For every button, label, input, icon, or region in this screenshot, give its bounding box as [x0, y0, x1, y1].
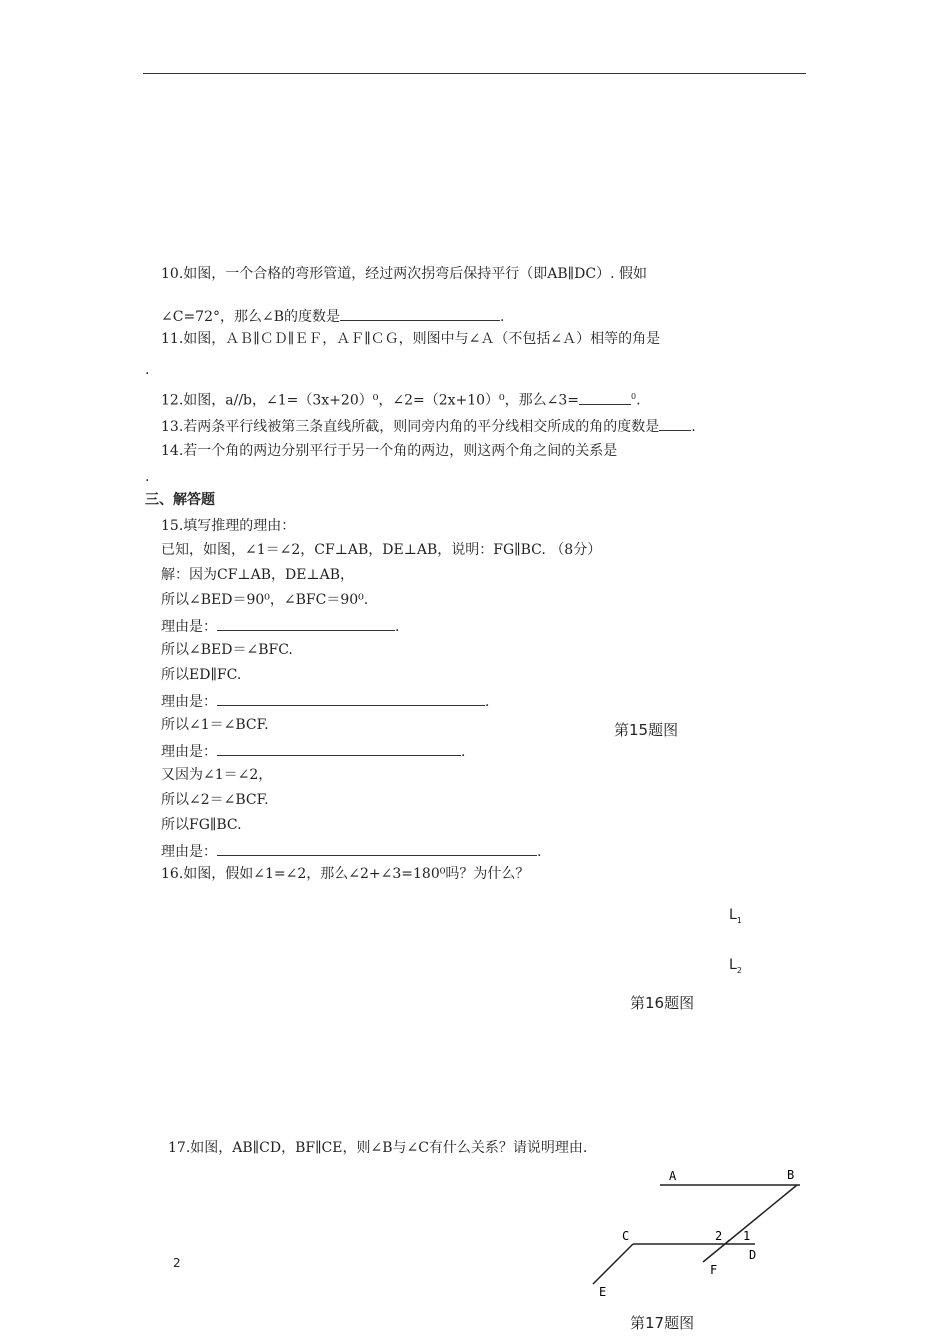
q10-answer-blank[interactable] [340, 306, 500, 321]
q12-answer-blank[interactable] [579, 390, 631, 405]
q15-reason2: 理由是： . [161, 691, 489, 711]
q16-line-label-l2: $L_2$ [729, 957, 742, 975]
q15-step3: 所以∠BED＝∠BFC. [161, 642, 293, 658]
q15-reason1: 理由是： . [161, 616, 399, 636]
q15-figure-caption: 第15题图 [614, 721, 679, 739]
q16-question: 16.如图，假如∠1=∠2，那么∠2+∠3=180⁰吗？为什么？ [161, 866, 530, 882]
q10-line2 [161, 306, 504, 326]
q10-end: . [500, 309, 505, 325]
q15-reason4-blank[interactable] [217, 841, 537, 856]
q15-title: 15.填写推理的理由： [161, 518, 296, 534]
label-f: F [710, 1263, 718, 1277]
q16-line-label-l1: $L_1$ [729, 907, 742, 925]
q14-line1: 14.若一个角的两边分别平行于另一个角的两边，则这两个角之间的关系是 [161, 443, 618, 459]
q15-step2: 所以∠BED＝90⁰，∠BFC＝90⁰. [161, 592, 369, 608]
q15-step5: 所以∠1＝∠BCF. [161, 717, 269, 733]
reason-label: 理由是： [161, 694, 217, 710]
q13-line [161, 416, 696, 436]
q15-step4: 所以ED∥FC. [161, 667, 242, 683]
q14-line2: . [145, 469, 150, 485]
q12-end: . [636, 392, 641, 409]
label-e: E [599, 1285, 607, 1299]
reason-label: 理由是： [161, 844, 217, 860]
label-angle-1: 1 [743, 1229, 751, 1243]
q15-step8: 所以FG∥BC. [161, 817, 242, 833]
q15-step6: 又因为∠1＝∠2， [161, 767, 273, 783]
label-a: A [669, 1169, 677, 1183]
label-b: B [787, 1168, 795, 1182]
reason-label: 理由是： [161, 619, 217, 635]
q10-line1: 10.如图，一个合格的弯形管道，经过两次拐弯后保持平行（即AB∥DC）. 假如 [161, 266, 647, 282]
q17-figure-caption: 第17题图 [630, 1314, 695, 1332]
label-d: D [749, 1248, 757, 1262]
line-ce [593, 1244, 633, 1284]
header-rule [143, 73, 806, 74]
q15-reason3: 理由是： . [161, 741, 465, 761]
q16-figure-caption: 第16题图 [630, 994, 695, 1012]
q12-line [161, 388, 641, 410]
q11-line2: . [145, 362, 150, 378]
label-c: C [622, 1229, 630, 1243]
reason-label: 理由是： [161, 744, 217, 760]
q10-text: ∠C=72°，那么∠B的度数是 [161, 309, 341, 325]
q15-reason4: 理由是： . [161, 841, 541, 861]
q15-step1: 解：因为CF⊥AB，DE⊥AB， [161, 567, 354, 583]
section-heading: 三、解答题 [145, 492, 215, 508]
q15-reason2-blank[interactable] [217, 691, 485, 706]
q12-unit: 0 [631, 392, 637, 401]
q15-reason1-blank[interactable] [217, 616, 395, 631]
q13-text: 13.若两条平行线被第三条直线所截，则同旁内角的平分线相交所成的角的度数是 [161, 419, 660, 435]
q13-answer-blank[interactable] [659, 416, 691, 431]
q11-line1: 11.如图，ＡＢ∥ＣＤ∥ＥＦ，ＡＦ∥ＣＧ，则图中与∠Ａ（不包括∠Ａ）相等的角是 [161, 331, 661, 347]
q13-end: . [691, 419, 696, 435]
q15-step7: 所以∠2＝∠BCF. [161, 792, 269, 808]
page-number: 2 [173, 1256, 181, 1270]
label-angle-2: 2 [715, 1229, 723, 1243]
q15-reason3-blank[interactable] [217, 741, 461, 756]
q17-question: 17.如图，AB∥CD，BF∥CE，则∠B与∠C有什么关系？请说明理由. [168, 1140, 588, 1156]
q15-given: 已知，如图，∠1＝∠2，CF⊥AB，DE⊥AB，说明：FG∥BC. （8分） [161, 542, 602, 558]
q17-figure [585, 1160, 825, 1300]
q12-text: 12.如图，a//b，∠1=（3x+20）⁰，∠2=（2x+10）⁰，那么∠3= [161, 392, 580, 409]
